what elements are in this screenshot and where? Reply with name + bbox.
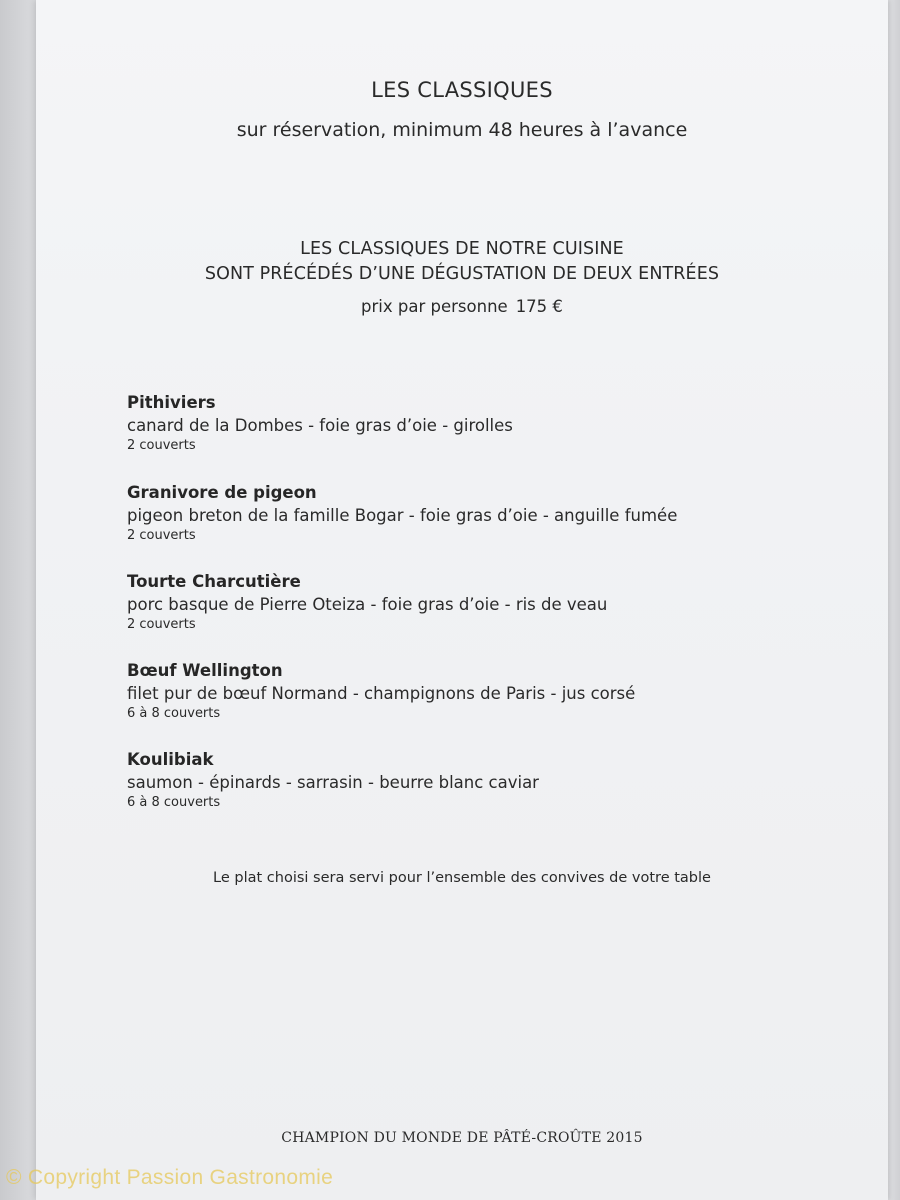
dish-name: Granivore de pigeon — [127, 483, 317, 502]
serving-note: Le plat choisi sera servi pour l’ensemble des convives de votre table — [213, 870, 711, 886]
dish-item — [127, 482, 677, 545]
copyright-watermark: © Copyright Passion Gastronomie — [6, 1166, 334, 1189]
dish-name: Tourte Charcutière — [127, 572, 301, 591]
dish-name: Pithiviers — [127, 393, 216, 412]
dish-description: canard de la Dombes - foie gras d’oie - girolles — [127, 416, 513, 435]
dish-serves: 6 à 8 couverts — [127, 706, 221, 721]
price-value: 175 € — [515, 297, 563, 316]
dish-description: pigeon breton de la famille Bogar - foie gras d’oie - anguille fumée — [127, 506, 678, 525]
dish-serves: 2 couverts — [127, 528, 196, 543]
dish-name: Bœuf Wellington — [127, 661, 283, 680]
intro-line-1: LES CLASSIQUES DE NOTRE CUISINE — [300, 239, 624, 259]
dish-name: Koulibiak — [127, 750, 214, 769]
dish-serves: 2 couverts — [127, 438, 196, 453]
tablecloth-left — [0, 0, 40, 1200]
intro-block — [36, 237, 888, 287]
intro-line-2: SONT PRÉCÉDÉS D’UNE DÉGUSTATION DE DEUX ENTRÉES — [204, 264, 720, 284]
dish-description: filet pur de bœuf Normand - champignons de Paris - jus corsé — [127, 684, 636, 703]
dish-description: porc basque de Pierre Oteiza - foie gras d’oie - ris de veau — [127, 595, 608, 614]
menu-card — [36, 0, 888, 1200]
dish-item — [127, 660, 635, 723]
dish-item — [127, 571, 607, 634]
dish-item — [127, 392, 513, 455]
footer-award: CHAMPION DU MONDE DE PÂTÉ-CROÛTE 2015 — [281, 1130, 643, 1146]
dish-serves: 6 à 8 couverts — [127, 795, 221, 810]
price-label: prix par personne — [361, 297, 508, 316]
dish-item — [127, 749, 539, 812]
menu-subtitle: sur réservation, minimum 48 heures à l’avance — [236, 119, 688, 141]
price-line — [36, 297, 888, 316]
dish-serves: 2 couverts — [127, 617, 196, 632]
dish-description: saumon - épinards - sarrasin - beurre blanc caviar — [127, 773, 539, 792]
menu-title: LES CLASSIQUES — [371, 78, 553, 102]
